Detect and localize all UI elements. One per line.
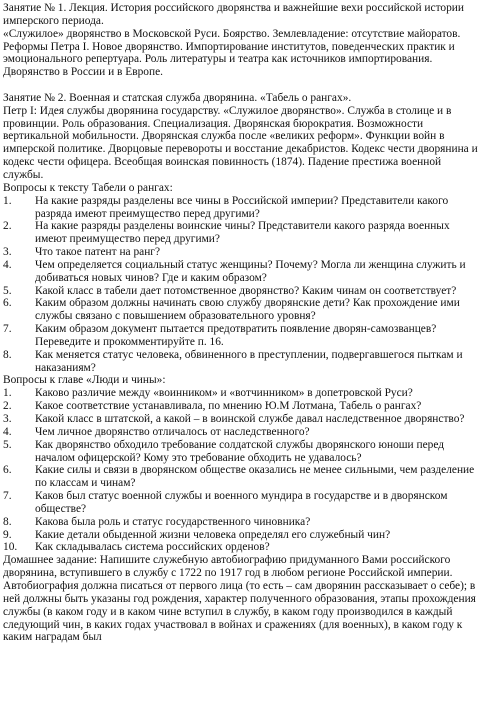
homework-text: Домашнее задание: Напишите служебную автобиографию придуманного Вами российского дворянина, вступившего в службу с 1722 по 1917 год в любом регионе Российской империи. Автобиография должна писаться от первого лица (то есть – сам дворянин рассказывает о себе); в ней должны быть указаны год рождения, характер полученного образования, этапы прохождения службы (в каком году и в каком чине вступил в службу, в каком году производился в каждый следующий чин, в каких годах участвовал в войнах и сражениях (для военных), в каком году к каким наградам был xyxy=(3,554,476,644)
lesson2-body: Петр I: Идея службы дворянина государству. «Служилое дворянство». Служба в столице и в провинции. Роль образования. Специализация. Дворянская бюрократия. Возможности вертикальной мобильности. Дворянская служба после «великих реформ». Функции войн в имперской политике. Дворцовые перевороты и восстание декабристов. Кодекс чести дворянина и кодекс чести офицера. Всеобщая воинская повинность (1874). Падение престижа военной службы. xyxy=(3,104,478,181)
item-number: 2. xyxy=(3,220,12,233)
item-text: Каково различие между «воинником» и «вотчинником» в допетровской Руси? xyxy=(35,387,413,400)
questions-chapter-list xyxy=(3,387,481,554)
item-number: 8. xyxy=(3,348,12,361)
item-number: 6. xyxy=(3,297,12,310)
item-text: Что такое патент на ранг? xyxy=(35,246,161,259)
item-number: 8. xyxy=(3,515,12,528)
item-text: На какие разряды разделены все чины в Российской империи? Представители какого разряда имеют преимущество перед другими? xyxy=(35,194,449,220)
lesson1-body: «Служилое» дворянство в Московской Руси. Боярство. Землевладение: отсутствие майоратов. Реформы Петра I. Новое дворянство. Импортирование институтов, поведенческих практик и эмоционального репертуара. Роль литературы и театра как источников импортирования. Дворянство в России и в Европе. xyxy=(3,27,461,79)
item-text: Какие детали обыденной жизни человека определял его служебный чин? xyxy=(35,528,391,541)
list-item xyxy=(3,349,481,375)
item-number: 6. xyxy=(3,464,12,477)
item-text: Каков был статус военной службы и военного мундира в государстве и в дворянском обществе? xyxy=(35,490,448,515)
item-number: 7. xyxy=(3,323,12,336)
list-item xyxy=(3,220,481,246)
list-item xyxy=(3,297,481,323)
item-number: 4. xyxy=(3,425,12,438)
item-text: Как меняется статус человека, обвиненного в преступлении, подвергавшегося пыткам и наказаниям? xyxy=(35,348,463,374)
list-item xyxy=(3,246,481,259)
item-number: 10. xyxy=(3,541,18,554)
item-number: 9. xyxy=(3,528,12,541)
list-item xyxy=(3,259,481,285)
questions-chapter-title: Вопросы к главе «Люди и чины»: xyxy=(3,374,166,387)
questions-table-title: Вопросы к тексту Табели о рангах: xyxy=(3,181,173,194)
item-number: 3. xyxy=(3,246,12,259)
list-item xyxy=(3,426,481,439)
lesson1-heading: Занятие № 1. Лекция. История российского дворянства и важнейшие вехи российской истории имперского периода. xyxy=(3,2,464,27)
list-item xyxy=(3,413,481,426)
item-number: 4. xyxy=(3,258,12,271)
list-item xyxy=(3,387,481,400)
item-number: 1. xyxy=(3,387,12,400)
item-text: Какой класс в штатской, а какой – в воинской службе давал наследственное дворянство? xyxy=(35,413,465,425)
item-text: Каким образом должны начинать свою службу дворянские дети? Как прохождение ими службы связано с повышением образовательного уровня? xyxy=(35,297,460,323)
item-number: 1. xyxy=(3,194,12,207)
item-text: Чем определяется социальный статус женщины? Почему? Могла ли женщина служить и добиваться новых чинов? Где и каким образом? xyxy=(35,258,466,284)
spacer xyxy=(3,79,481,92)
list-item xyxy=(3,400,481,413)
item-text: Какой класс в табели дает потомственное дворянство? Каким чинам он соответствует? xyxy=(35,284,457,297)
item-text: Как складывалась система российских орденов? xyxy=(35,541,270,554)
item-number: 3. xyxy=(3,413,12,425)
item-number: 2. xyxy=(3,400,12,413)
item-text: Как дворянство обходило требование солдатской службы дворянского юноши перед началом офицерской? Кому это требование обходить не удавалось? xyxy=(35,438,445,464)
list-item xyxy=(3,195,481,221)
item-number: 5. xyxy=(3,438,12,451)
list-item xyxy=(3,323,481,349)
lesson2-heading: Занятие № 2. Военная и статская служба дворянина. «Табель о рангах». xyxy=(3,91,352,104)
list-item xyxy=(3,516,481,529)
item-text: Каким образом документ пытается предотвратить появление дворян-самозванцев? Переведите и прокомментируйте п. 16. xyxy=(35,323,437,348)
item-text: Чем личное дворянство отличалось от наследственного? xyxy=(35,425,310,438)
list-item xyxy=(3,439,481,465)
item-text: На какие разряды разделены воинские чины? Представители какого разряда военных имеют преимущество перед другими? xyxy=(35,220,450,246)
item-text: Какие силы и связи в дворянском обществе оказались не менее сильными, чем разделение по классам и чинам? xyxy=(35,464,475,490)
item-text: Какова была роль и статус государственного чиновника? xyxy=(35,515,311,528)
item-number: 7. xyxy=(3,490,12,503)
list-item xyxy=(3,285,481,298)
list-item xyxy=(3,464,481,490)
list-item xyxy=(3,490,481,516)
questions-table-list xyxy=(3,195,481,375)
list-item xyxy=(3,541,481,554)
item-number: 5. xyxy=(3,284,12,297)
item-text: Какое соответствие устанавливала, по мнению Ю.М Лотмана, Табель о рангах? xyxy=(35,400,422,413)
list-item xyxy=(3,529,481,542)
